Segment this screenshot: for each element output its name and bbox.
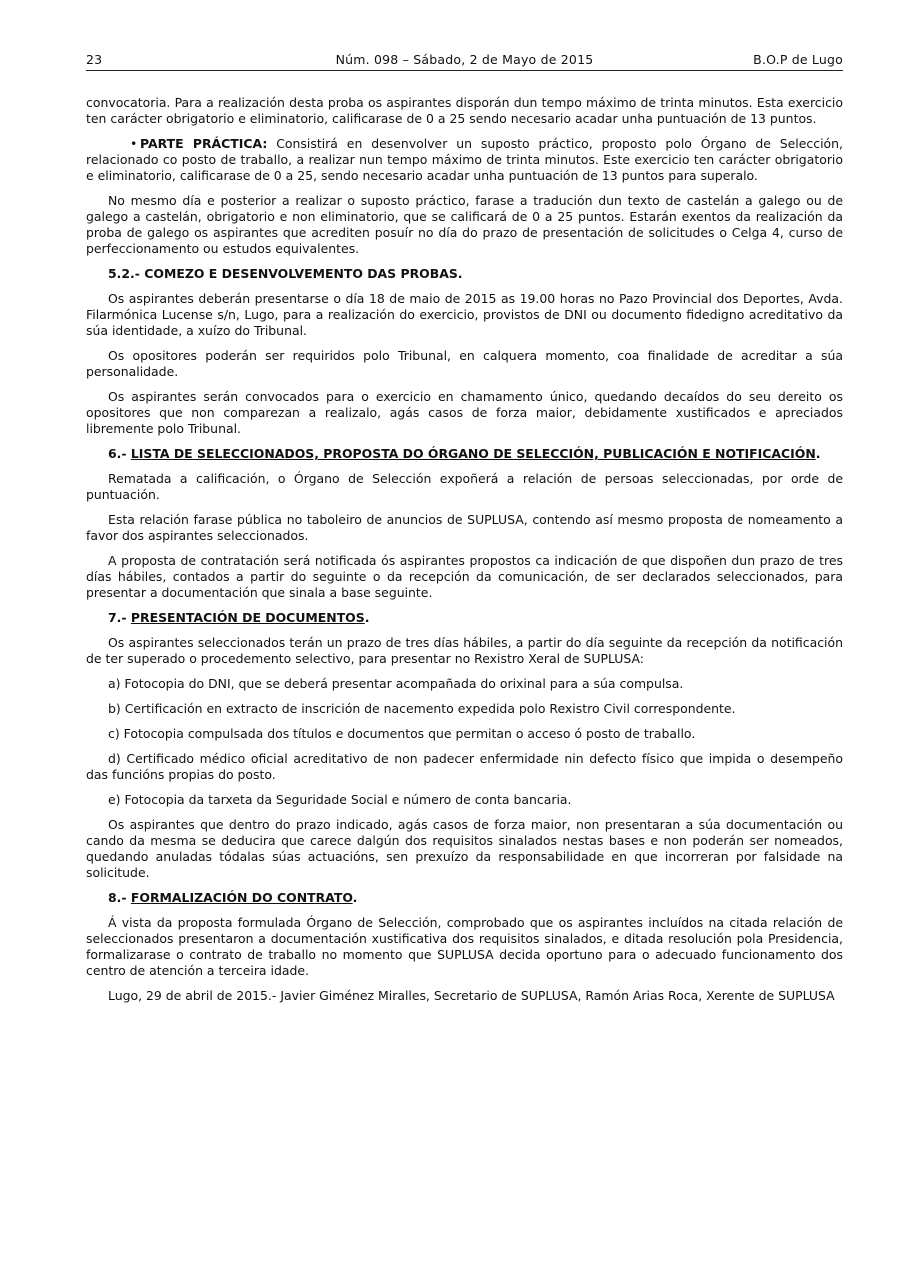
- section-title: PRESENTACIÓN DE DOCUMENTOS: [130, 610, 365, 625]
- practical-part-paragraph: [86, 136, 843, 184]
- paragraph: Á vista da proposta formulada Órgano de Selección, comprobado que os aspirantes incluídos na citada relación de seleccionados presentaron a documentación xustificativa dos requisitos sinalados, e ditada resolución pola Presidencia, formalizarase o contrato de traballo no momento que SUPLUSA decida oportuno para o adecuado funcionamento dos centro de atención a terceira idade.: [86, 915, 843, 978]
- paragraph: Os aspirantes deberán presentarse o día 18 de maio de 2015 as 19.00 horas no Pazo Provincial dos Deportes, Avda. Filarmónica Lucense s/n, Lugo, para a realización do exercicio, provistos de DNI ou documento fidedigno acreditativo da súa identidade, a xuízo do Tribunal.: [86, 291, 843, 338]
- section-number: 8.-: [108, 890, 131, 905]
- practical-part-label: PARTE PRÁCTICA:: [140, 136, 268, 151]
- paragraph: A proposta de contratación será notificada ós aspirantes propostos ca indicación de que dispoñen dun prazo de tres días hábiles, contados a partir do seguinte o da recepción da comunicación, de ser declarados seleccionados, para presentar a documentación que sinala a base seguinte.: [86, 553, 843, 600]
- section-title: LISTA DE SELECCIONADOS, PROPOSTA DO ÓRGANO DE SELECCIÓN, PUBLICACIÓN E NOTIFICACIÓN: [130, 446, 816, 461]
- section-end: .: [352, 890, 358, 905]
- bullet-icon: •: [130, 136, 138, 151]
- paragraph: Os opositores poderán ser requiridos polo Tribunal, en calquera momento, coa finalidade de acreditar a súa personalidade.: [86, 348, 843, 379]
- section-title: FORMALIZACIÓN DO CONTRATO: [130, 890, 353, 905]
- section-heading-7: [86, 610, 843, 626]
- publication-name: B.O.P de Lugo: [753, 52, 843, 67]
- section-heading-5-2: 5.2.- COMEZO E DESENVOLVEMENTO DAS PROBAS.: [108, 266, 463, 281]
- document-body: [86, 95, 843, 1013]
- paragraph: convocatoria. Para a realización desta proba os aspirantes disporán dun tempo máximo de trinta minutos. Esta exercicio ten carácter obrigatorio e eliminatorio, calificarase de 0 a 25 sendo necesario acadar unha puntuación de 13 puntos.: [86, 95, 843, 126]
- list-item: b) Certificación en extracto de inscrición de nacemento expedida polo Rexistro Civil correspondente.: [108, 701, 736, 716]
- paragraph: No mesmo día e posterior a realizar o suposto práctico, farase a tradución dun texto de castelán a galego ou de galego a castelán, obrigatorio e non eliminatorio, que se calificará de 0 a 25 puntos. Estarán exentos da realización da proba de galego os aspirantes que acrediten posuír no día do prazo de presentación de solicitudes o Celga 4, curso de perfeccionamento ou estudos equivalentes.: [86, 193, 843, 256]
- section-heading-6: [86, 446, 843, 462]
- page-header: [86, 52, 843, 71]
- paragraph: Os aspirantes que dentro do prazo indicado, agás casos de forza maior, non presentaran a súa documentación ou cando da mesma se deducira que carece dalgún dos requisitos sinalados nestas bases e non poderán ser nomeados, quedando anuladas tódalas súas actuacións, sen prexuízo da responsabilidade en que incorreran por falsidade na solicitude.: [86, 817, 843, 880]
- paragraph: Esta relación farase pública no taboleiro de anuncios de SUPLUSA, contendo así mesmo proposta de nomeamento a favor dos aspirantes seleccionados.: [86, 512, 843, 543]
- issue-info: Núm. 098 – Sábado, 2 de Mayo de 2015: [335, 52, 594, 67]
- paragraph: Os aspirantes seleccionados terán un prazo de tres días hábiles, a partir do día seguinte da recepción da notificación de ter superado o procedemento selectivo, para presentar no Rexistro Xeral de SUPLUSA:: [86, 635, 843, 666]
- list-item: c) Fotocopia compulsada dos títulos e documentos que permitan o acceso ó posto de traballo.: [108, 726, 696, 741]
- section-number: 7.-: [108, 610, 131, 625]
- list-item: d) Certificado médico oficial acreditativo de non padecer enfermidade nin defecto físico que impida o desempeño das funcións propias do posto.: [86, 751, 843, 782]
- page-number: 23: [86, 52, 103, 67]
- signature-paragraph: Lugo, 29 de abril de 2015.- Javier Giménez Miralles, Secretario de SUPLUSA, Ramón Arias Roca, Xerente de SUPLUSA: [108, 988, 835, 1003]
- list-item: a) Fotocopia do DNI, que se deberá presentar acompañada do orixinal para a súa compulsa.: [108, 676, 684, 691]
- paragraph: Rematada a calificación, o Órgano de Selección expoñerá a relación de persoas seleccionadas, por orde de puntuación.: [86, 471, 843, 502]
- paragraph: Os aspirantes serán convocados para o exercicio en chamamento único, quedando decaídos do seu dereito os opositores que non comparezan a realizalo, agás casos de forza maior, debidamente xustificados e apreciados libremente polo Tribunal.: [86, 389, 843, 436]
- list-item: e) Fotocopia da tarxeta da Seguridade Social e número de conta bancaria.: [108, 792, 572, 807]
- section-end: .: [815, 446, 821, 461]
- practical-part-text: Consistirá en desenvolver un suposto práctico, proposto polo Órgano de Selección, relacionado co posto de traballo, a realizar nun tempo máximo de trinta minutos. Este exercicio ten carácter obrigatorio e eliminatorio, calificarase de 0 a 25, sendo necesario acadar unha puntuación de 13 puntos para superalo.: [86, 136, 843, 183]
- section-end: .: [364, 610, 370, 625]
- section-heading-8: [86, 890, 843, 906]
- section-number: 6.-: [108, 446, 131, 461]
